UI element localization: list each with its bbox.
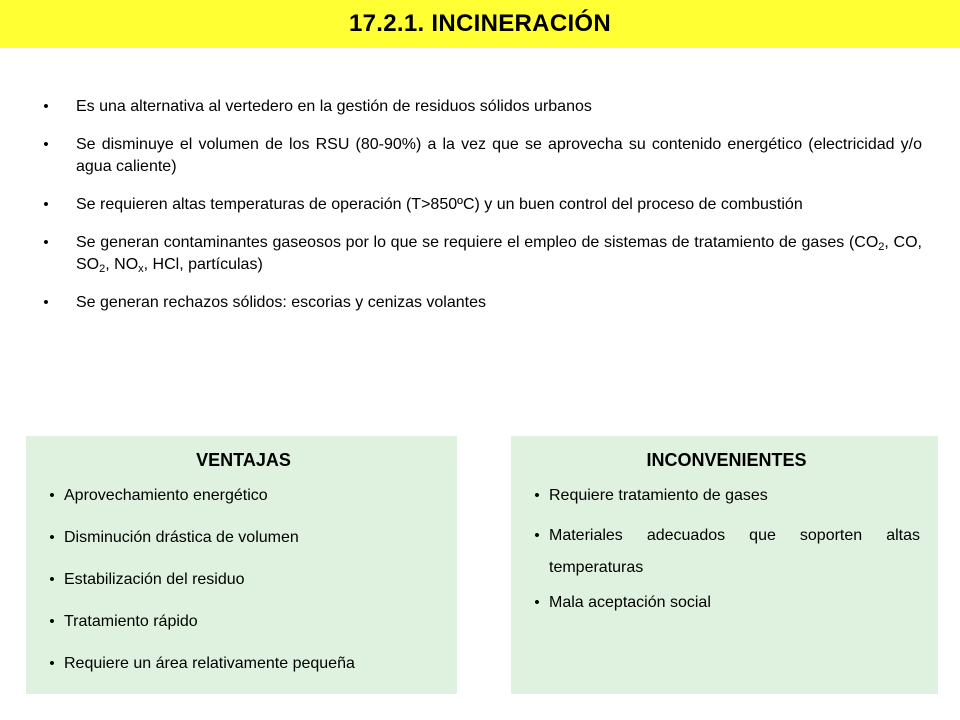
- item-text: Aprovechamiento energético: [64, 487, 268, 504]
- bullet-icon: •: [49, 655, 55, 672]
- bullet-text: Se disminuye el volumen de los RSU (80-90%) a la vez que se aprovecha su contenido energético (electricidad y/o agua caliente): [76, 136, 922, 175]
- list-item: [38, 194, 922, 216]
- item-text: Materiales adecuados que soporten altas temperaturas: [549, 527, 920, 576]
- item-text: Estabilización del residuo: [64, 571, 245, 588]
- bullet-icon: •: [534, 594, 540, 611]
- ventajas-box: [26, 436, 457, 694]
- inconvenientes-list: [533, 485, 920, 613]
- item-text: Disminución drástica de volumen: [64, 529, 299, 546]
- list-item: [38, 292, 922, 314]
- list-item: [48, 485, 439, 506]
- bullet-icon: •: [43, 136, 49, 153]
- list-item: [38, 96, 922, 118]
- bullet-icon: •: [43, 234, 49, 251]
- bullet-icon: •: [43, 196, 49, 213]
- subscript: 2: [878, 241, 885, 253]
- bullet-icon: •: [49, 613, 55, 630]
- bullet-text: Es una alternativa al vertedero en la gestión de residuos sólidos urbanos: [76, 98, 592, 115]
- list-item: [533, 485, 920, 506]
- bullet-icon: •: [49, 571, 55, 588]
- bullet-text-part: , HCl, partículas): [143, 256, 263, 273]
- item-text: Mala aceptación social: [549, 594, 711, 611]
- list-item: [533, 520, 920, 584]
- bullet-text-part: Se generan contaminantes gaseosos por lo que se requiere el empleo de sistemas de tratamiento de gases (CO: [76, 234, 879, 251]
- list-item: [48, 569, 439, 590]
- bullet-text: Se requieren altas temperaturas de operación (T>850ºC) y un buen control del proceso de combustión: [76, 196, 803, 213]
- bullet-text: [76, 234, 922, 273]
- bullet-icon: •: [43, 98, 49, 115]
- subscript: x: [138, 263, 144, 275]
- list-item: [533, 592, 920, 613]
- list-item: [48, 611, 439, 632]
- inconvenientes-heading: INCONVENIENTES: [646, 450, 807, 470]
- subscript: 2: [99, 263, 106, 275]
- ventajas-list: [48, 485, 439, 674]
- main-bullet-list: [38, 96, 922, 314]
- bullet-icon: •: [49, 487, 55, 504]
- bullet-icon: •: [534, 487, 540, 504]
- bullet-icon: •: [43, 294, 49, 311]
- list-item: [38, 134, 922, 178]
- list-item: [48, 653, 439, 674]
- bullet-text-part: , CO, SO: [76, 234, 923, 273]
- title-bar: [0, 0, 960, 48]
- page-title: 17.2.1. INCINERACIÓN: [348, 10, 612, 37]
- list-item: [48, 527, 439, 548]
- bullet-text: Se generan rechazos sólidos: escorias y cenizas volantes: [76, 294, 486, 311]
- inconvenientes-box: [511, 436, 938, 694]
- item-text: Requiere un área relativamente pequeña: [64, 655, 355, 672]
- bullet-icon: •: [49, 529, 55, 546]
- list-item: [38, 232, 922, 276]
- bullet-text-part: , NO: [105, 256, 139, 273]
- ventajas-heading: VENTAJAS: [196, 450, 291, 470]
- item-text: Requiere tratamiento de gases: [549, 487, 768, 504]
- bullet-icon: •: [534, 527, 540, 544]
- item-text: Tratamiento rápido: [64, 613, 198, 630]
